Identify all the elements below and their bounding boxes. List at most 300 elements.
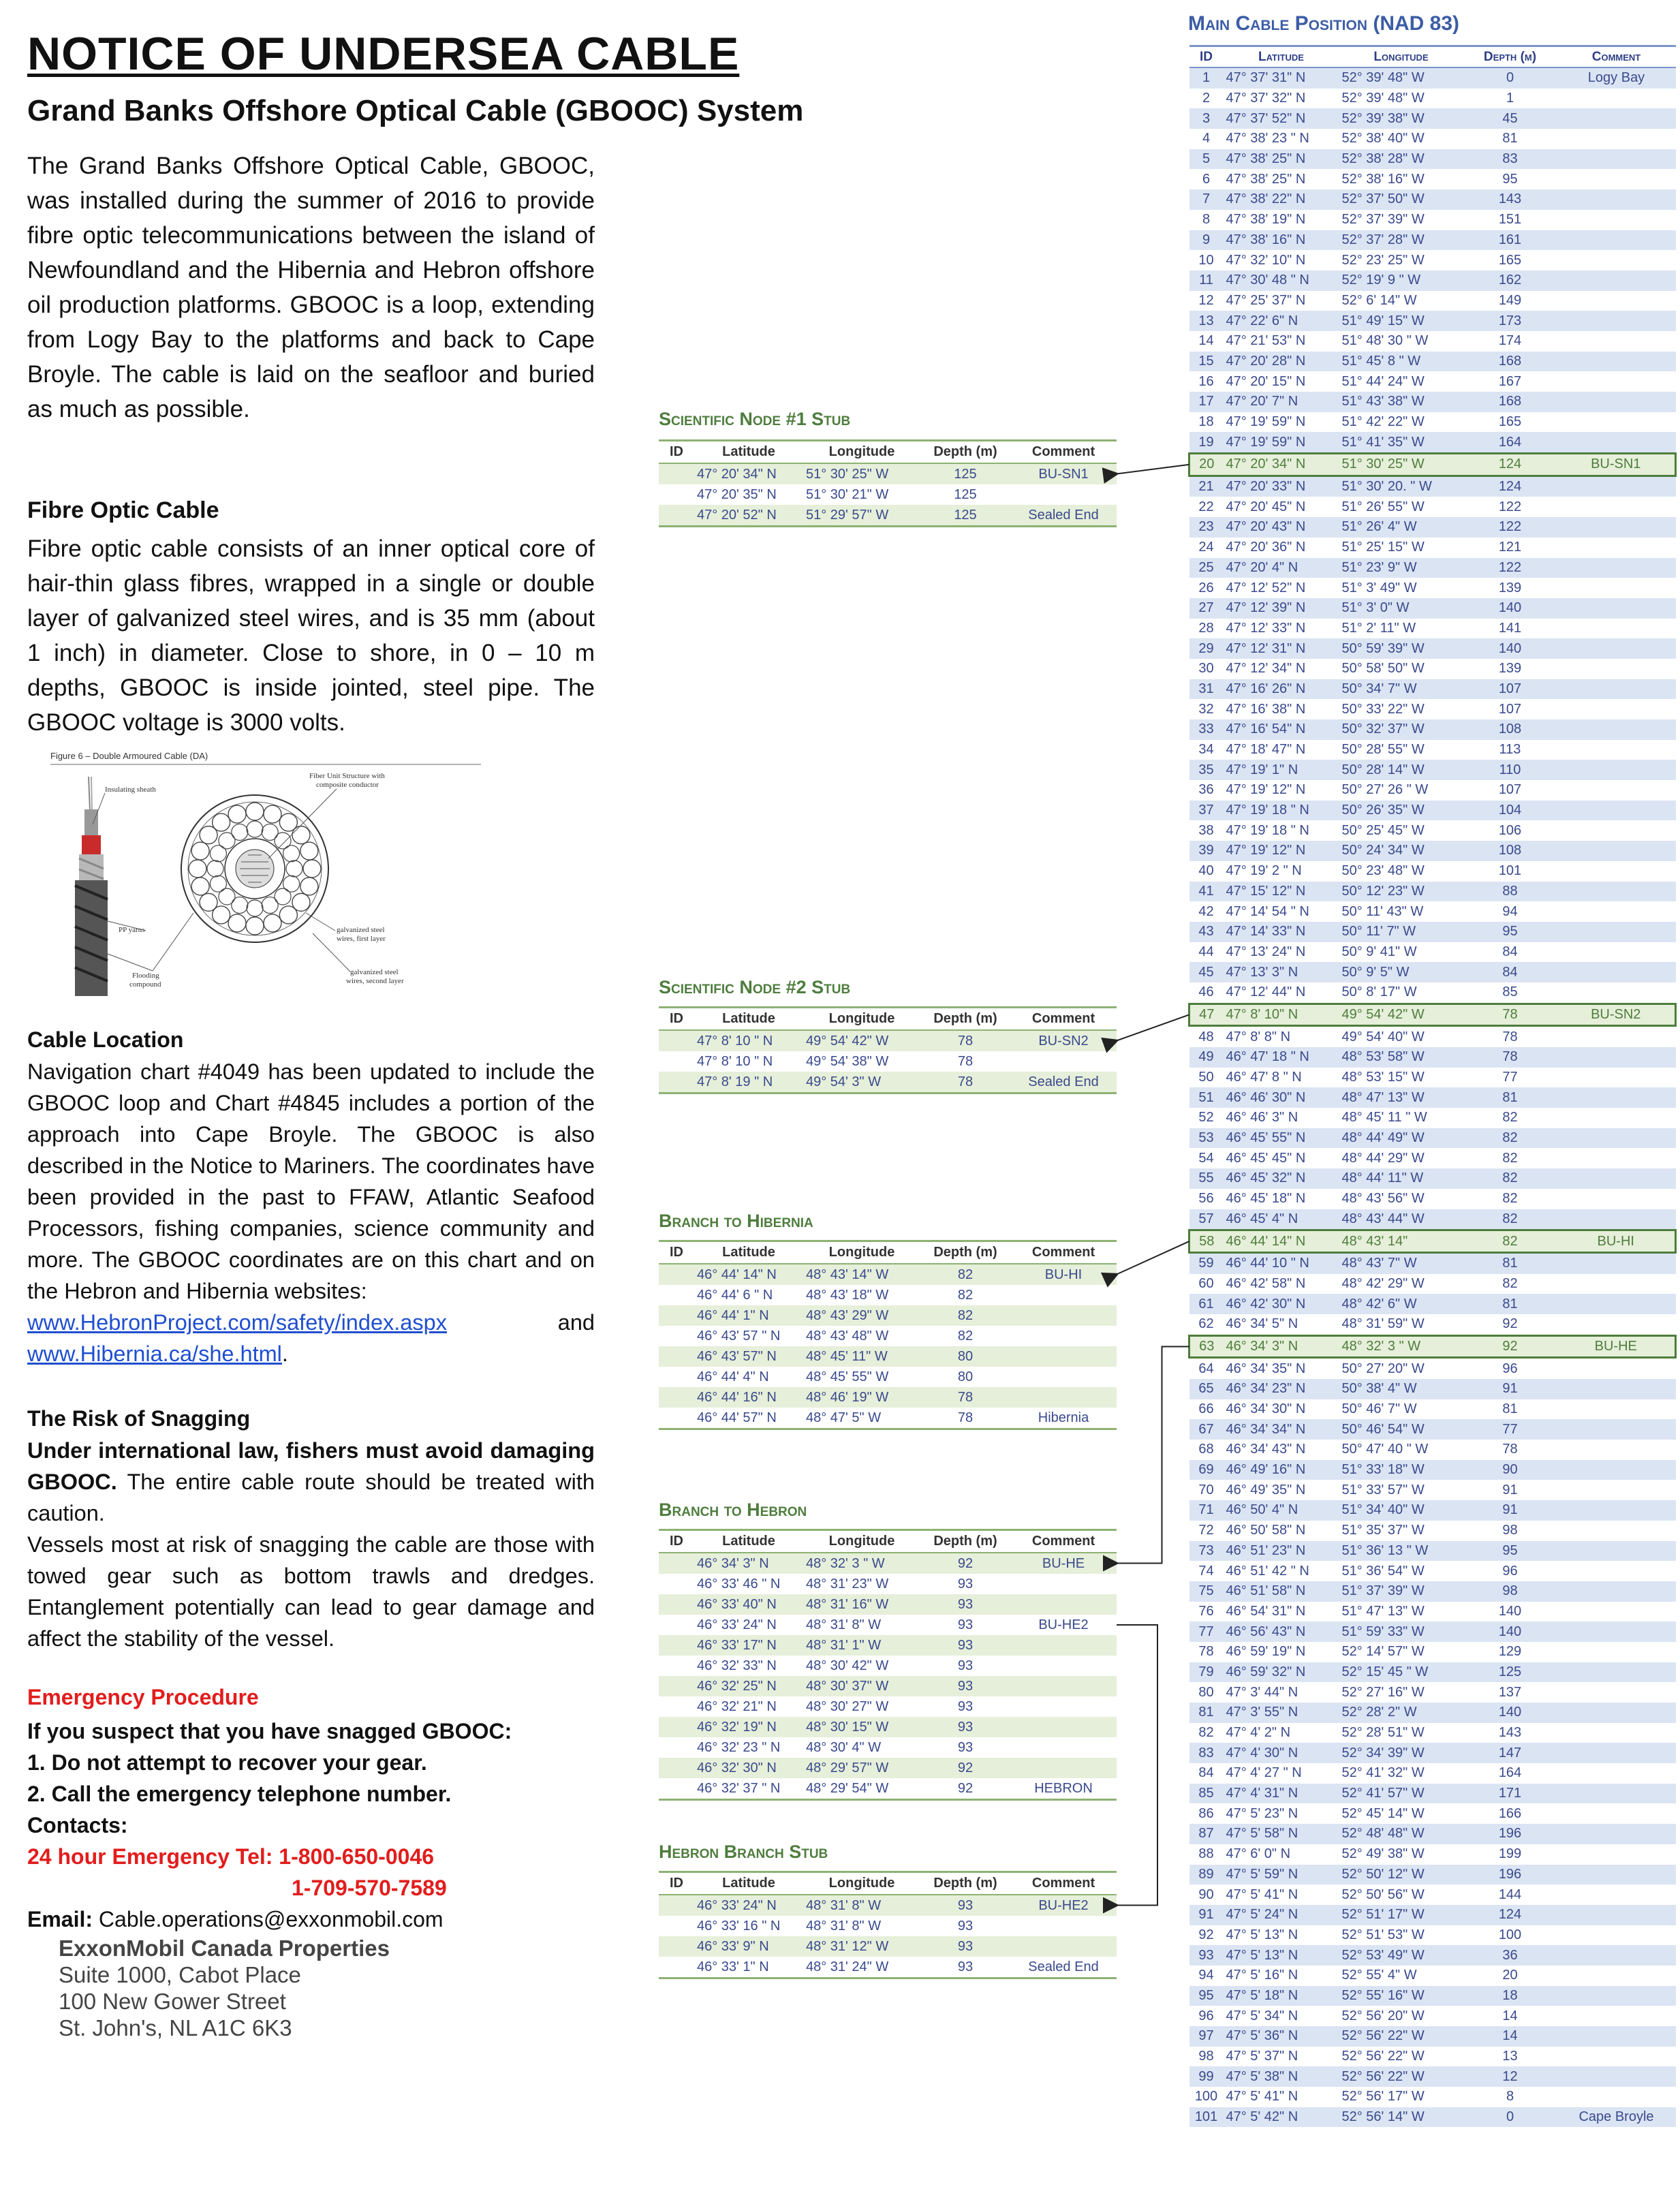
table-cell: 78 xyxy=(1463,1004,1557,1026)
table-cell: 48° 43' 44" W xyxy=(1339,1209,1463,1230)
table-cell: 46° 32' 37 " N xyxy=(694,1778,803,1800)
company-address: ExxonMobil Canada Properties Suite 1000, Cabot Place 100 New Gower Street St. John's, NL A1C 6K3 xyxy=(59,1936,390,2040)
table-cell: 46° 34' 34" N xyxy=(1224,1419,1339,1440)
table-cell: 147 xyxy=(1463,1743,1557,1763)
table-cell: 139 xyxy=(1498,661,1522,677)
table-cell: 95 xyxy=(1463,922,1557,942)
table-cell: 52° 56' 14" W xyxy=(1339,2107,1463,2128)
table-cell: 47° 38' 23 " N xyxy=(1226,131,1309,146)
table-cell: 50° 11' 43" W xyxy=(1341,903,1424,919)
table-cell xyxy=(1557,719,1676,740)
page-subtitle: Grand Banks Offshore Optical Cable (GBOOC) System xyxy=(27,94,804,127)
table-cell: 107 xyxy=(1463,679,1557,700)
table-cell: 47° 14' 33" N xyxy=(1224,922,1339,942)
table-cell: 91 xyxy=(1463,1500,1557,1521)
table-row xyxy=(1189,1865,1676,1885)
table-cell: 47° 20' 15" N xyxy=(1226,373,1306,389)
table-cell: 46° 34' 23" N xyxy=(1224,1379,1339,1399)
table-cell: 48° 44' 29" W xyxy=(1341,1150,1425,1166)
table-cell: 47° 4' 2" N xyxy=(1226,1725,1291,1741)
table-cell: 52° 56' 17" W xyxy=(1341,2089,1425,2105)
table-cell: 52° 51' 53" W xyxy=(1341,1927,1425,1942)
table-cell: 124 xyxy=(1463,476,1557,497)
table-cell xyxy=(1010,1285,1117,1305)
table-cell: 50° 34' 7" W xyxy=(1339,679,1463,700)
table-cell xyxy=(1010,1051,1117,1072)
table-cell xyxy=(1557,1884,1676,1905)
table-cell: 62 xyxy=(1198,1316,1214,1332)
table-cell xyxy=(659,1408,694,1429)
table-row xyxy=(1189,1440,1676,1460)
table-cell: 48° 30' 42" W xyxy=(806,1658,889,1673)
hib-header-3: Depth (m) xyxy=(920,1241,1010,1264)
table-cell xyxy=(659,1051,694,1072)
table-cell xyxy=(1557,558,1676,578)
cable-figure xyxy=(50,749,481,1008)
table-cell xyxy=(1557,1844,1676,1865)
table-cell xyxy=(1557,1803,1676,1824)
table-cell: 161 xyxy=(1463,230,1557,251)
table-cell: 48° 46' 19" W xyxy=(803,1387,920,1408)
table-cell: 52° 56' 22" W xyxy=(1339,2066,1463,2087)
table-cell xyxy=(1557,1642,1676,1662)
table-cell: 46° 33' 46 " N xyxy=(697,1576,781,1592)
table-row xyxy=(1189,169,1676,189)
table-cell: 46° 46' 30" N xyxy=(1224,1087,1339,1108)
table-cell xyxy=(1010,1717,1117,1737)
table-cell: BU-HI xyxy=(1010,1264,1117,1285)
table-cell xyxy=(1010,1737,1117,1758)
table-cell xyxy=(1557,2026,1676,2047)
table-cell xyxy=(1557,962,1676,982)
table-cell xyxy=(1557,89,1676,109)
table-cell: 51° 48' 30 " W xyxy=(1341,333,1429,349)
table-row xyxy=(659,1367,1117,1387)
table-cell xyxy=(659,1553,694,1574)
table-cell: 51° 36' 54" W xyxy=(1341,1563,1425,1579)
table-row xyxy=(1189,1108,1676,1128)
table-cell: 92 xyxy=(920,1778,1010,1800)
table-cell: 41 xyxy=(1189,882,1224,902)
table-cell: 0 xyxy=(1463,2107,1557,2128)
table-row xyxy=(1189,331,1676,352)
table-cell xyxy=(659,1778,694,1800)
table-row xyxy=(1189,1314,1676,1335)
table-cell: 125 xyxy=(1463,1662,1557,1683)
table-cell: 101 xyxy=(1498,863,1522,879)
table-cell: 84 xyxy=(1198,1765,1214,1781)
risk-paragraph-2: Vessels most at risk of snagging the cable are those with towed gear such as bottom trawls and dredges. Entanglement potentially can lead to gear damage and affect the stability of the vessel. xyxy=(27,1532,595,1651)
table-cell: 46° 34' 30" N xyxy=(1226,1401,1306,1417)
table-cell: 47° 5' 41" N xyxy=(1226,1887,1298,1902)
table-cell xyxy=(1557,740,1676,760)
table-cell xyxy=(1557,1662,1676,1683)
table-cell xyxy=(1557,1602,1676,1622)
table-cell xyxy=(1557,476,1676,497)
table-cell: 51° 47' 13" W xyxy=(1341,1603,1425,1619)
table-cell: 82 xyxy=(1502,1191,1518,1207)
table-row xyxy=(1189,89,1676,109)
table-row xyxy=(1189,820,1676,841)
table-cell: 87 xyxy=(1189,1824,1224,1844)
table-cell: 55 xyxy=(1189,1168,1224,1189)
table-cell xyxy=(1557,210,1676,230)
table-cell: 92 xyxy=(920,1553,1010,1574)
table-row xyxy=(1189,578,1676,598)
table-cell: 31 xyxy=(1189,679,1224,700)
table-cell: 50° 32' 37" W xyxy=(1339,719,1463,740)
svg-text:Fiber Unit Structure with: Fiber Unit Structure with xyxy=(309,772,385,780)
table-cell: 125 xyxy=(920,463,1010,484)
table-cell xyxy=(1557,1743,1676,1763)
table-cell: 46° 47' 18 " N xyxy=(1224,1047,1339,1068)
table-cell: 48° 31' 59" W xyxy=(1341,1316,1425,1332)
table-cell: 47° 5' 37" N xyxy=(1226,2049,1298,2064)
table-cell: 70 xyxy=(1198,1482,1214,1497)
table-cell: 20 xyxy=(1502,1968,1518,1983)
table-cell: 94 xyxy=(1502,903,1518,919)
table-row xyxy=(1189,1784,1676,1804)
table-row xyxy=(1189,922,1676,942)
table-row xyxy=(1189,1168,1676,1189)
table-cell: 49 xyxy=(1189,1047,1224,1068)
table-row xyxy=(1189,1294,1676,1314)
table-cell: 125 xyxy=(954,486,977,502)
connector-arrow-hebron-stub xyxy=(1117,1625,1157,1906)
table-cell: 48° 30' 15" W xyxy=(803,1717,920,1737)
hebron-link[interactable]: www.HebronProject.com/safety/index.aspx xyxy=(27,1310,447,1335)
table-cell: 50° 47' 40 " W xyxy=(1341,1442,1429,1457)
table-cell: 78 xyxy=(1502,1029,1518,1044)
table-cell: 50° 25' 45" W xyxy=(1341,822,1425,838)
table-cell: 82 xyxy=(920,1264,1010,1285)
table-cell: 46° 51' 58" N xyxy=(1224,1581,1339,1602)
table-cell: 47° 12' 44" N xyxy=(1226,984,1306,1000)
table-cell: 48° 31' 12" W xyxy=(803,1936,920,1957)
table-cell: 47° 13' 24" N xyxy=(1226,944,1306,959)
table-cell: 47° 32' 10" N xyxy=(1226,252,1306,268)
table-cell: 47° 20' 28" N xyxy=(1224,352,1339,372)
connector-arrow-0 xyxy=(1117,465,1189,474)
table-cell xyxy=(1557,1148,1676,1168)
table-cell: 92 xyxy=(920,1758,1010,1778)
table-cell: 52° 38' 16" W xyxy=(1341,171,1425,187)
table-cell xyxy=(659,1656,694,1676)
table-cell: 82 xyxy=(1502,1110,1518,1125)
table-row xyxy=(1189,1335,1676,1358)
table-cell: 140 xyxy=(1498,1603,1522,1619)
connector-arrow-1 xyxy=(1117,1014,1189,1040)
table-cell: 52° 51' 17" W xyxy=(1339,1905,1463,1925)
table-cell: 76 xyxy=(1198,1603,1214,1619)
table-cell: 90 xyxy=(1463,1460,1557,1480)
table-row xyxy=(1189,1230,1676,1253)
table-row xyxy=(1189,476,1676,497)
table-row xyxy=(1189,392,1676,412)
connector-arrow-2 xyxy=(1117,1241,1189,1274)
table-cell: 46° 54' 31" N xyxy=(1226,1603,1306,1619)
table-cell: 93 xyxy=(1189,1945,1224,1966)
table-cell: 14 xyxy=(1463,2026,1557,2047)
hebron-stub-table xyxy=(659,1871,1117,1979)
table-cell xyxy=(1557,1784,1676,1804)
table-cell: HEBRON xyxy=(1010,1778,1117,1800)
table-cell xyxy=(1557,1521,1676,1541)
table-cell: 26 xyxy=(1198,580,1214,595)
table-cell: 94 xyxy=(1198,1968,1214,1983)
table-cell xyxy=(1557,392,1676,412)
table-row xyxy=(1189,1460,1676,1480)
table-cell: 52 xyxy=(1198,1110,1214,1125)
table-row xyxy=(1189,841,1676,861)
table-cell xyxy=(659,1594,694,1615)
table-row xyxy=(1189,291,1676,311)
table-cell xyxy=(1010,1916,1117,1936)
table-row xyxy=(1189,1209,1676,1230)
table-cell xyxy=(1557,638,1676,659)
table-cell xyxy=(1557,801,1676,821)
table-cell: 48° 31' 8" W xyxy=(803,1895,920,1916)
table-cell: 64 xyxy=(1198,1361,1214,1376)
table-cell xyxy=(1557,432,1676,453)
table-cell: 19 xyxy=(1189,432,1224,453)
table-row xyxy=(659,1916,1117,1936)
sn1-header-2: Longitude xyxy=(803,441,920,464)
table-cell: 51° 34' 40" W xyxy=(1339,1500,1463,1521)
table-cell: 81 xyxy=(1502,1401,1518,1417)
table-cell: BU-HE xyxy=(1557,1335,1676,1358)
table-cell: 78 xyxy=(920,1072,1010,1093)
table-cell: 82 xyxy=(1463,1168,1557,1189)
table-cell: 46° 50' 58" N xyxy=(1226,1523,1306,1538)
table-cell: 42 xyxy=(1198,903,1214,919)
table-cell xyxy=(1557,1189,1676,1209)
sn2-header-0: ID xyxy=(659,1008,694,1031)
table-cell xyxy=(1557,901,1676,922)
table-cell: 78 xyxy=(1502,1442,1518,1457)
table-cell: 48° 31' 16" W xyxy=(803,1594,920,1615)
table-cell xyxy=(1557,1358,1676,1379)
table-cell xyxy=(659,1758,694,1778)
table-cell: 48° 30' 4" W xyxy=(806,1739,882,1755)
table-cell: BU-HE2 xyxy=(1038,1617,1089,1632)
table-row xyxy=(1189,230,1676,251)
table-cell: 50° 26' 35" W xyxy=(1339,801,1463,821)
table-cell: 46° 47' 8 " N xyxy=(1226,1070,1302,1085)
table-cell: 6 xyxy=(1202,171,1211,187)
table-cell: 47° 20' 45" N xyxy=(1226,499,1306,514)
table-cell: 46° 32' 21" N xyxy=(697,1698,777,1714)
table-cell xyxy=(1557,619,1676,639)
table-cell xyxy=(1010,1574,1117,1594)
table-cell: 52° 28' 2" W xyxy=(1339,1703,1463,1723)
table-cell: 78 xyxy=(920,1030,1010,1051)
table-cell: 65 xyxy=(1189,1379,1224,1399)
table-cell: 122 xyxy=(1463,517,1557,538)
table-cell: 47 xyxy=(1189,1004,1224,1026)
table-cell: 164 xyxy=(1463,432,1557,453)
table-cell: 47° 5' 34" N xyxy=(1226,2008,1298,2023)
table-cell: BU-SN2 xyxy=(1010,1030,1117,1051)
table-cell: 143 xyxy=(1463,189,1557,210)
heb-header-0: ID xyxy=(659,1530,694,1553)
fibre-heading: Fibre Optic Cable xyxy=(27,497,219,523)
table-row xyxy=(1189,1252,1676,1273)
table-cell: 86 xyxy=(1198,1805,1214,1821)
table-cell: 93 xyxy=(957,1698,974,1714)
table-row xyxy=(659,1553,1117,1574)
table-row xyxy=(1189,1128,1676,1149)
table-cell: 46° 44' 14" N xyxy=(1224,1230,1339,1253)
table-cell: 92 xyxy=(1198,1927,1214,1942)
table-row xyxy=(1189,1682,1676,1703)
table-row xyxy=(1189,619,1676,639)
table-cell: 69 xyxy=(1189,1460,1224,1480)
table-row xyxy=(1189,371,1676,392)
table-cell: 20 xyxy=(1189,454,1224,476)
table-cell: 4 xyxy=(1202,131,1211,146)
table-cell: 57 xyxy=(1189,1209,1224,1230)
table-cell: BU-HE xyxy=(1010,1553,1117,1574)
table-cell: 81 xyxy=(1463,1087,1557,1108)
table-cell: 46° 44' 4" N xyxy=(697,1369,769,1384)
table-row xyxy=(659,505,1117,527)
table-cell: 46° 43' 57" N xyxy=(694,1346,803,1367)
table-cell xyxy=(659,1285,694,1305)
hibernia-link[interactable]: www.Hibernia.ca/she.html xyxy=(27,1341,282,1366)
table-cell: 47° 5' 41" N xyxy=(1226,2089,1298,2105)
table-cell: 108 xyxy=(1463,719,1557,740)
table-cell: 47° 8' 10 " N xyxy=(694,1030,803,1051)
table-cell: 52° 37' 28" W xyxy=(1339,230,1463,251)
table-cell: 171 xyxy=(1463,1784,1557,1804)
table-cell: 165 xyxy=(1498,414,1522,430)
table-cell: 122 xyxy=(1498,499,1522,514)
table-cell: 52° 50' 56" W xyxy=(1341,1887,1425,1902)
table-cell: 108 xyxy=(1463,841,1557,861)
table-cell: 48° 30' 27" W xyxy=(806,1698,889,1714)
table-row xyxy=(1189,861,1676,882)
table-cell xyxy=(659,484,694,505)
table-row xyxy=(1189,1824,1676,1844)
table-cell: 82 xyxy=(1463,1209,1557,1230)
table-row xyxy=(1189,1500,1676,1521)
table-cell xyxy=(1557,882,1676,902)
table-cell: 46° 45' 18" N xyxy=(1226,1191,1306,1207)
table-cell: 46° 56' 43" N xyxy=(1224,1621,1339,1642)
table-row xyxy=(1189,719,1676,740)
table-row xyxy=(1189,1844,1676,1865)
table-cell xyxy=(1557,1209,1676,1230)
table-cell: 174 xyxy=(1498,333,1522,349)
table-cell: 46° 33' 16 " N xyxy=(697,1918,781,1934)
email-line: Email: Cable.operations@exxonmobil.com xyxy=(27,1907,444,1931)
table-cell: 85 xyxy=(1502,984,1518,1000)
table-cell: 49° 54' 42" W xyxy=(803,1030,920,1051)
table-cell: 82 xyxy=(1463,1128,1557,1149)
table-cell: 46° 33' 9" N xyxy=(694,1936,803,1957)
table-cell: 140 xyxy=(1463,638,1557,659)
table-cell: 46° 33' 1" N xyxy=(694,1957,803,1978)
table-cell xyxy=(659,1030,694,1051)
table-cell: 140 xyxy=(1463,1621,1557,1642)
table-cell: 46° 33' 17" N xyxy=(694,1635,803,1656)
table-cell: 82 xyxy=(957,1328,974,1344)
sn1-title: Scientific Node #1 Stub xyxy=(659,409,851,429)
svg-text:compound: compound xyxy=(129,980,161,989)
table-cell: 93 xyxy=(920,1676,1010,1696)
table-cell: 51° 30' 25" W xyxy=(803,463,920,484)
table-cell: 46° 45' 45" N xyxy=(1226,1150,1306,1166)
table-row xyxy=(1189,1966,1676,1986)
table-cell: 46° 44' 6 " N xyxy=(697,1287,773,1303)
table-row xyxy=(1189,1358,1676,1379)
table-cell: 46 xyxy=(1198,984,1214,1000)
table-cell: 81 xyxy=(1463,1252,1557,1273)
table-row xyxy=(659,1717,1117,1737)
table-cell xyxy=(1010,1594,1117,1615)
table-cell: 47° 38' 22" N xyxy=(1224,189,1339,210)
table-cell: 38 xyxy=(1198,822,1214,838)
table-cell: 52° 37' 50" W xyxy=(1339,189,1463,210)
table-cell xyxy=(1557,1168,1676,1189)
table-cell: 50° 9' 5" W xyxy=(1339,962,1463,982)
table-row xyxy=(1189,638,1676,659)
table-row xyxy=(659,1696,1117,1717)
cable-cross-section xyxy=(181,795,328,942)
table-row xyxy=(1189,1621,1676,1642)
table-cell: 98 xyxy=(1502,1523,1518,1538)
table-cell xyxy=(1557,412,1676,433)
table-cell: 78 xyxy=(1463,1047,1557,1068)
table-cell xyxy=(1010,1367,1117,1387)
table-cell: 48° 31' 23" W xyxy=(806,1576,889,1592)
table-cell: 47° 5' 42" N xyxy=(1224,2107,1339,2128)
table-cell: 47° 20' 36" N xyxy=(1226,540,1306,555)
table-cell: 50° 58' 50" W xyxy=(1341,661,1425,677)
table-cell: 82 xyxy=(1198,1725,1214,1741)
table-cell: 96 xyxy=(1502,1563,1518,1579)
table-cell: 47° 5' 16" N xyxy=(1226,1968,1298,1983)
table-row xyxy=(1189,1945,1676,1966)
table-row xyxy=(1189,311,1676,331)
table-cell: 12 xyxy=(1198,292,1214,308)
table-cell: 46° 32' 25" N xyxy=(694,1676,803,1696)
table-cell: 51° 26' 55" W xyxy=(1341,499,1425,514)
hbs-header-2: Longitude xyxy=(803,1872,920,1895)
table-cell: 48° 43' 48" W xyxy=(806,1328,889,1344)
table-cell: 45 xyxy=(1463,108,1557,129)
table-cell: 46° 44' 10 " N xyxy=(1224,1252,1339,1273)
table-cell: 47° 37' 31" N xyxy=(1224,67,1339,89)
table-cell: 52° 41' 32" W xyxy=(1341,1765,1425,1781)
table-cell xyxy=(1557,1763,1676,1784)
table-cell: 51° 37' 39" W xyxy=(1339,1581,1463,1602)
svg-text:galvanized steel: galvanized steel xyxy=(350,968,399,976)
table-cell xyxy=(1010,1346,1117,1367)
table-cell: 46° 59' 19" N xyxy=(1226,1644,1306,1660)
table-cell xyxy=(1557,129,1676,149)
table-row xyxy=(1189,412,1676,433)
table-cell: 46° 34' 3" N xyxy=(694,1553,803,1574)
main-table-title: Main Cable Position (NAD 83) xyxy=(1188,12,1460,35)
table-cell: 33 xyxy=(1189,719,1224,740)
table-cell: 0 xyxy=(1463,67,1557,89)
table-cell: 51° 29' 57" W xyxy=(803,505,920,527)
svg-text:Insulating sheath: Insulating sheath xyxy=(105,786,156,794)
table-cell: 48° 42' 6" W xyxy=(1339,1294,1463,1314)
table-cell xyxy=(1557,1824,1676,1844)
